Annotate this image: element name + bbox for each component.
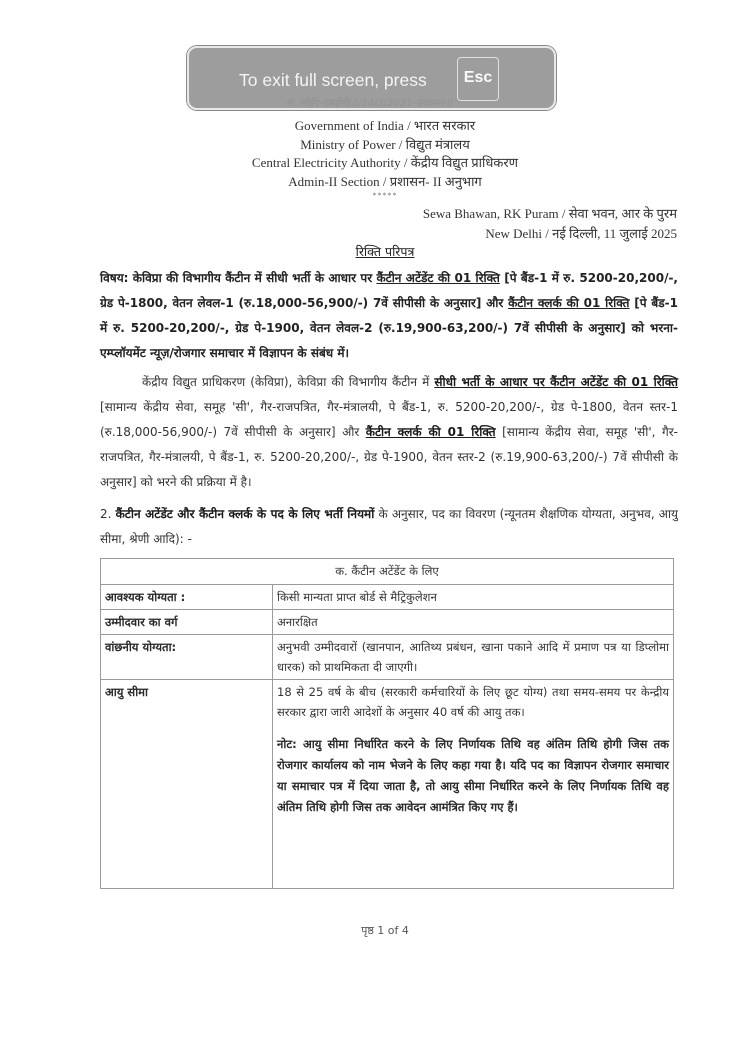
letterhead-ministry: Ministry of Power / विद्युत मंत्रालय bbox=[300, 136, 470, 152]
row-label: आवश्यक योग्यता : bbox=[101, 585, 273, 610]
row-value: अनारक्षित bbox=[273, 610, 674, 635]
letterhead bbox=[0, 117, 739, 201]
page-number: पृष्ठ 1 of 4 bbox=[361, 924, 409, 937]
paragraph-highlight: सीधी भर्ती के आधार पर कैंटीन अटेंडेंट की 01 रिक्ति bbox=[434, 375, 678, 389]
table-heading: क. कैंटीन अटेंडेंट के लिए bbox=[101, 559, 674, 585]
letterhead-government: Government of India / भारत सरकार bbox=[294, 118, 476, 133]
row-value: 18 से 25 वर्ष के बीच (सरकारी कर्मचारियों के लिए छूट योग्य) तथा समय-समय पर केन्द्रीय सरकार द्वारा जारी आदेशों के अनुसार 40 वर्ष की आयु तक। bbox=[277, 685, 669, 719]
table-row bbox=[101, 680, 674, 889]
esc-key-badge: Esc bbox=[457, 57, 499, 101]
letterhead-section: Admin-II Section / प्रशासन- II अनुभाग bbox=[288, 173, 482, 189]
subject-text: [पे बैंड-1 में रु. 5200-20,200/-, ग्रेड पे-1900, वेतन लेवल-2 (रु.19,900-63,200/-) 7वें सीपीसी के अनुसार] को भरना-एम्प्लॉयमेंट न्यूज़/रोजगार समाचार में विज्ञापन के संबंध में। bbox=[100, 296, 678, 360]
letterhead-authority: Central Electricity Authority / केंद्रीय विद्युत प्राधिकरण bbox=[251, 155, 519, 170]
subject-highlight: कैंटीन क्लर्क की 01 रिक्ति bbox=[508, 296, 630, 310]
paragraph-text: [सामान्य केंद्रीय सेवा, समूह 'सी', गैर-राजपत्रित, गैर-मंत्रालयी, पे बैंड-1, रु. 5200-20,200/-, ग्रेड पे-1900, वेतन स्तर-2 (रु.19,900-63,200/-) 7वें सीपीसी के अनुसार] को भरने की प्रक्रिया में है। bbox=[100, 425, 678, 489]
address-block bbox=[423, 204, 677, 244]
table-row bbox=[101, 635, 674, 680]
subject-paragraph bbox=[100, 266, 678, 366]
row-label: वांछनीय योग्यता: bbox=[101, 635, 273, 680]
toast-message: To exit full screen, press bbox=[239, 70, 427, 90]
table-heading-row bbox=[101, 559, 674, 585]
row-value: किसी मान्यता प्राप्त बोर्ड से मैट्रिकुलेशन bbox=[273, 585, 674, 610]
body-paragraph-2 bbox=[100, 502, 678, 552]
address-line: Sewa Bhawan, RK Puram / सेवा भवन, आर के पुरम bbox=[422, 206, 677, 221]
subject-text: विषय: केविप्रा की विभागीय कैंटीन में सीधी भर्ती के आधार पर bbox=[100, 271, 377, 285]
letterhead-divider: ***** bbox=[372, 191, 398, 200]
age-limit-note: नोट: आयु सीमा निर्धारित करने के लिए निर्णायक तिथि वह अंतिम तिथि होगी जिस तक रोजगार कार्यालय को नाम भेजने के लिए कहा गया है। यदि पद का विज्ञापन रोजगार समाचार या समाचार पत्र में दिया जाता है, तो आयु सीमा निर्धारित करने के लिए निर्णायक तिथि वह अंतिम तिथि होगी जिस तक आवेदन आमंत्रित किए गए हैं। bbox=[277, 737, 669, 814]
paragraph-text: के अनुसार, पद का विवरण (न्यूनतम शैक्षणिक योग्यता, अनुभव, आयु सीमा, श्रेणी आदि): - bbox=[100, 507, 678, 546]
row-value: अनुभवी उम्मीदवारों (खानपान, आतिथ्य प्रबंधन, खाना पकाने आदि में प्रमाण पत्र या डिप्लोमा धारक) को प्राथमिकता दी जाएगी। bbox=[273, 635, 674, 680]
row-value-cell bbox=[273, 680, 674, 889]
subject-highlight: कैंटीन अटेंडेंट की 01 रिक्ति bbox=[376, 271, 500, 285]
paragraph-number: 2. bbox=[100, 507, 116, 521]
circular-title: रिक्ति परिपत्र bbox=[355, 244, 415, 259]
table-row bbox=[101, 610, 674, 635]
paragraph-text: केंद्रीय विद्युत प्राधिकरण (केविप्रा), केविप्रा की विभागीय कैंटीन में bbox=[142, 375, 435, 389]
paragraph-text: [सामान्य केंद्रीय सेवा, समूह 'सी', गैर-राजपत्रित, गैर-मंत्रालयी, पे बैंड-1, रु. 5200-20,200/-, ग्रेड पे-1800, वेतन स्तर-1 (रु.18,000-56,900/-) 7वें सीपीसी के अनुसार] और bbox=[100, 400, 678, 439]
paragraph-highlight: कैंटीन अटेंडेंट और कैंटीन क्लर्क के पद के लिए भर्ती नियमों bbox=[115, 507, 375, 521]
date-line: New Delhi / नई दिल्ली, 11 जुलाई 2025 bbox=[485, 226, 677, 241]
row-label: आयु सीमा bbox=[101, 680, 273, 889]
table-row bbox=[101, 585, 674, 610]
row-label: उम्मीदवार का वर्ग bbox=[101, 610, 273, 635]
body-paragraph-1 bbox=[100, 370, 678, 495]
post-details-table bbox=[100, 558, 674, 889]
subject-text: [पे बैंड-1 में रु. 5200-20,200/-, ग्रेड पे-1800, वेतन लेवल-1 (रु.18,000-56,900/-) 7वें सीपीसी के अनुसार] और bbox=[100, 271, 678, 310]
paragraph-highlight: कैंटीन क्लर्क की 01 रिक्ति bbox=[365, 425, 496, 439]
fullscreen-exit-toast bbox=[187, 46, 556, 110]
